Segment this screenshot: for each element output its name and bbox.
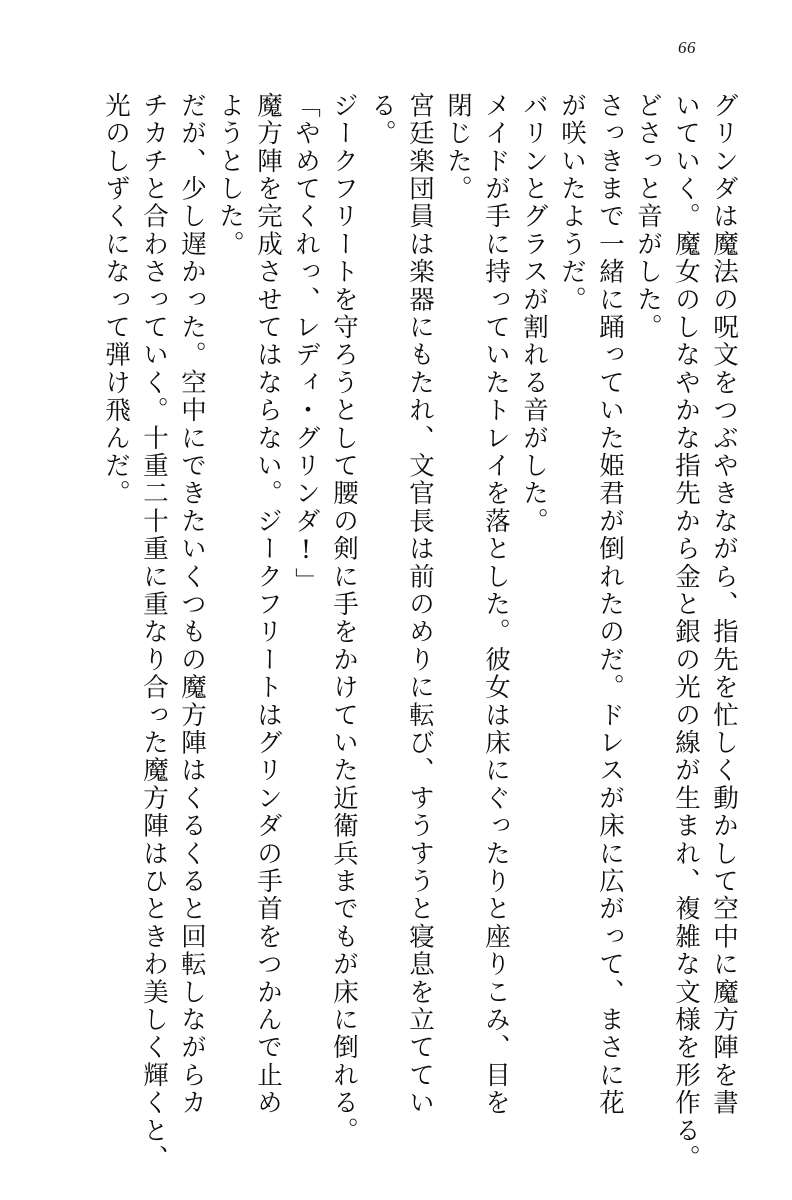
text-line: 宮廷楽団員は楽器にもたれ、文官長は前のめりに転び、すうすうと寝息を立ててい xyxy=(405,92,435,1117)
text-line-with-ruby: チカチと合わさっていく。十重二十重に重なり合った魔方陣はひときわ美しく輝くと、 xyxy=(139,92,169,1173)
text-line: バリンとグラスが割れる音がした。 xyxy=(519,92,549,536)
body-text-block xyxy=(40,92,739,1173)
text-line: る。 xyxy=(367,92,397,148)
text-line: が咲いたようだ。 xyxy=(557,92,587,314)
text-line: グリンダは魔法の呪文をつぶやきながら、指先を忙しく動かして空中に魔方陣を書 xyxy=(709,92,739,1117)
text-line: 光のしずくになって弾け飛んだ。 xyxy=(101,92,131,508)
text-line: ジークフリートを守ろうとして腰の剣に手をかけていた近衛兵までもが床に倒れる。 xyxy=(329,92,359,1145)
text-line: 魔方陣を完成させてはならない。ジークフリートはグリンダの手首をつかんで止め xyxy=(253,92,283,1117)
text-line: ようとした。 xyxy=(215,92,245,259)
text-line: だが、少し遅かった。空中にできたいくつもの魔方陣はくるくると回転しながらカ xyxy=(177,92,207,1117)
text-line: どさっと音がした。 xyxy=(633,92,663,342)
text-line: さっきまで一緒に踊っていた姫君が倒れたのだ。ドレスが床に広がって、まさに花 xyxy=(595,92,625,1117)
page-number: 66 xyxy=(678,38,696,57)
text-line: メイドが手に持っていたトレイを落とした。彼女は床にぐったりと座りこみ、目を xyxy=(481,92,511,1117)
text-line: 「やめてくれっ、レディ・グリンダ!」 xyxy=(291,92,321,596)
text-line: 閉じた。 xyxy=(443,92,473,203)
text-line: いていく。魔女のしなやかな指先から金と銀の光の線が生まれ、複雑な文様を形作る。 xyxy=(671,92,701,1173)
